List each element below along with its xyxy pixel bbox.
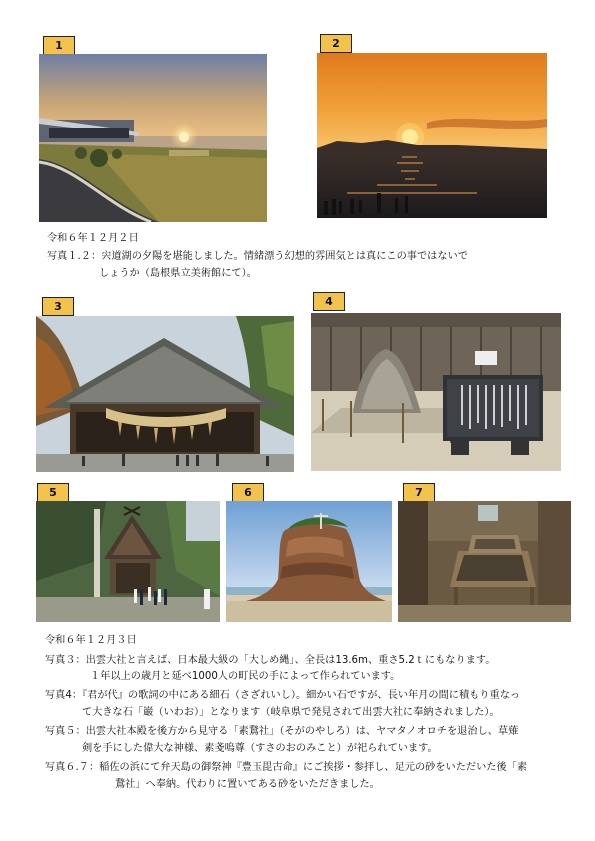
caption-5-line2: 剣を手にした偉大な神様、素戔嗚尊（すさのおのみこと）が祀られています。	[82, 743, 438, 754]
section1-caption-line2: しょうか（島根県立美術館にて）。	[99, 268, 257, 279]
photo-number-6: 6	[232, 483, 264, 502]
section1-date: 令和６年１２月２日	[47, 233, 139, 244]
photo-3-izumo-taisha-shimenawa	[36, 316, 294, 472]
photo-1-lake-sunset-museum	[39, 54, 267, 222]
photo-7-sand-offering	[398, 501, 571, 622]
photo-number-4: 4	[313, 292, 345, 311]
section2-date: 令和６年１２月３日	[45, 635, 137, 646]
photo-number-5: 5	[37, 483, 69, 502]
photo-5-soga-no-yashiro	[36, 501, 220, 622]
caption-5-line1: 写真５：出雲大社本殿を後方から見守る「素鵞社」（そがのやしろ）は、ヤマタノオロチを退治し、草薙	[45, 726, 519, 737]
photo-4-sazare-ishi-stone	[311, 313, 561, 471]
caption-4-line1: 写真4：『君が代』の歌詞の中にある細石（さざれいし）。細かい石ですが、長い年月の間に積もり重なっ	[45, 690, 521, 701]
section1-caption-line1: 写真１.２：宍道湖の夕陽を堪能しました。情緒漂う幻想的雰囲気とは真にこの事ではないで	[47, 251, 468, 262]
photo-2-sunset-water	[317, 53, 547, 218]
photo-6-bentenjima-rock	[226, 501, 392, 622]
photo-number-1: 1	[43, 36, 75, 55]
caption-4-line2: て大きな石「巌（いわお）」となります（岐阜県で発見されて出雲大社に奉納されました）。	[82, 707, 500, 718]
caption-3-line1: 写真３：出雲大社と言えば、日本最大級の「大しめ縄」、全長は13.6m、重さ5.2ｔにもなります。	[45, 655, 496, 666]
photo-number-7: 7	[403, 483, 435, 502]
caption-67-line1: 写真６.７：稲佐の浜にて弁天島の御祭神『豊玉毘古命』にご挨拶・参拝し、足元の砂をいただいた後「素	[45, 762, 528, 773]
photo-number-2: 2	[320, 34, 352, 53]
photo-number-3: 3	[42, 297, 74, 316]
caption-67-line2: 鵞社」へ奉納。代わりに置いてある砂をいただきました。	[115, 779, 380, 790]
caption-3-line2: １年以上の歳月と延べ1000人の町民の手によって作られています。	[90, 671, 401, 682]
